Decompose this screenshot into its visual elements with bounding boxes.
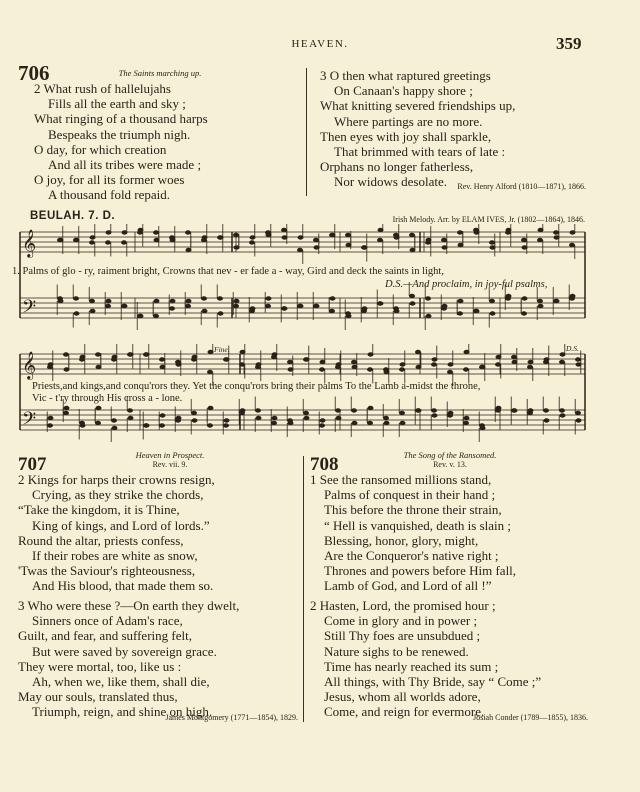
notehead — [336, 416, 342, 420]
notehead — [409, 294, 415, 298]
running-header: HEAVEN. — [291, 38, 349, 50]
ds-marker: D.S. — [566, 344, 579, 353]
verse-line: Blessing, honor, glory, might, — [324, 532, 479, 548]
verse-line: Time has nearly reached its sum ; — [324, 658, 499, 674]
notehead — [410, 301, 416, 305]
verse-line: 1 See the ransomed millions stand, — [310, 472, 492, 487]
notehead — [185, 304, 191, 308]
notehead — [543, 408, 549, 412]
notehead — [394, 309, 400, 313]
notehead — [538, 304, 544, 308]
verse-line: King of kings, and Lord of lords.” — [32, 517, 210, 533]
hymn-number: 706 — [18, 61, 50, 85]
notehead — [74, 311, 80, 315]
notehead — [73, 296, 79, 300]
notehead — [266, 296, 272, 300]
notehead — [426, 314, 432, 318]
notehead — [512, 408, 518, 412]
notehead — [351, 408, 357, 412]
verse-line: A thousand fold repaid. — [48, 187, 171, 203]
notehead — [575, 411, 581, 415]
notehead — [569, 243, 575, 247]
notehead — [431, 408, 437, 412]
notehead — [63, 352, 69, 356]
verse-line: Round the altar, priests confess, — [18, 532, 184, 548]
verse-line: That brimmed with tears of late : — [334, 143, 506, 159]
notehead — [511, 355, 517, 359]
notehead — [48, 416, 54, 420]
notehead — [527, 365, 533, 369]
notehead — [208, 406, 214, 410]
verse-706-2 — [34, 81, 208, 203]
notehead — [223, 423, 229, 427]
notehead — [495, 362, 501, 366]
verse-line: Lamb of God, and Lord of all !” — [324, 578, 492, 594]
notehead — [159, 423, 165, 427]
verse-line: And all its tribes were made ; — [48, 156, 202, 172]
notehead — [192, 418, 198, 422]
notehead — [106, 299, 112, 303]
verse-line: And His blood, that made them so. — [32, 578, 214, 594]
notehead — [287, 360, 293, 364]
notehead — [528, 408, 534, 412]
tune-name: BEULAH. 7. D. — [30, 210, 116, 222]
tune-credit: Irish Melody. Arr. by ELAM IVES, Jr. (1802—1864), 1846. — [392, 215, 585, 224]
notehead — [202, 309, 208, 313]
notehead — [127, 408, 133, 412]
verse-line: O joy, for all its former woes — [34, 172, 185, 188]
lyrics-line-2-alt: Vic - t'ry through His cross a - lone. — [32, 393, 183, 404]
notehead — [559, 360, 565, 364]
notehead — [521, 238, 527, 242]
notehead — [58, 299, 64, 303]
notehead — [425, 296, 431, 300]
notehead — [170, 299, 176, 303]
notehead — [297, 248, 303, 252]
verse-line: 'Twas the Saviour's righteousness, — [18, 563, 196, 579]
notehead — [153, 230, 159, 234]
fine-marker: Fine. — [214, 345, 230, 354]
notehead — [64, 406, 70, 410]
notehead — [271, 421, 277, 425]
verse-line: They were mortal, too, like us : — [18, 658, 182, 674]
notehead — [570, 294, 576, 298]
notehead — [537, 238, 543, 242]
notehead — [399, 411, 405, 415]
notehead — [464, 416, 470, 420]
verse-line: “ Hell is vanquished, death is slain ; — [324, 517, 512, 533]
notehead — [89, 299, 95, 303]
notehead — [489, 299, 495, 303]
notehead — [298, 304, 304, 308]
verse-line: Thrones and powers before Him fall, — [324, 563, 517, 579]
notehead — [153, 314, 159, 318]
notehead — [559, 408, 565, 412]
notehead — [474, 309, 480, 313]
notehead — [186, 299, 192, 303]
verse-line: Then eyes with joy shall sparkle, — [320, 128, 492, 144]
notehead — [218, 311, 224, 315]
notehead — [442, 304, 448, 308]
attribution: James Montgomery (1771—1854), 1829. — [165, 713, 298, 722]
hymn-number: 707 — [18, 454, 47, 475]
notehead — [377, 238, 383, 242]
notehead — [521, 311, 527, 315]
notehead — [544, 418, 550, 422]
verse-line: Crying, as they strike the chords, — [32, 487, 204, 503]
notehead — [480, 426, 486, 430]
notehead — [329, 309, 335, 313]
notehead — [105, 240, 111, 244]
notehead — [335, 408, 341, 412]
notehead — [47, 423, 53, 427]
notehead — [105, 304, 111, 308]
verse-line: Guilt, and fear, and suffering felt, — [18, 628, 192, 644]
verse-line: This before the throne their strain, — [324, 502, 502, 518]
verse-line: What ringing of a thousand harps — [34, 111, 208, 127]
notehead — [553, 230, 559, 234]
hymn-subtitle: The Song of the Ransomed. — [403, 450, 497, 460]
notehead — [319, 423, 325, 427]
verse-line: 3 O then what raptured greetings — [320, 68, 491, 83]
notehead — [288, 421, 294, 425]
notehead — [409, 233, 415, 237]
svg-text:𝄞: 𝄞 — [22, 231, 37, 257]
notehead — [351, 360, 357, 364]
notehead — [256, 416, 262, 420]
notehead — [281, 228, 287, 232]
notehead — [441, 238, 447, 242]
notehead — [490, 311, 496, 315]
lyrics-line-1-ds: D.S.—And proclaim, in joy-ful psalms, — [385, 279, 548, 290]
notehead — [233, 304, 239, 308]
hymn-number: 708 — [310, 454, 339, 475]
verse-line: What knitting severed friendships up, — [320, 98, 516, 114]
notehead — [400, 421, 406, 425]
notehead — [95, 352, 101, 356]
verse-line: Orphans no longer fatherless, — [320, 159, 474, 175]
attribution: Josiah Conder (1789—1855), 1836. — [473, 713, 588, 722]
notehead — [352, 421, 358, 425]
notehead — [255, 408, 261, 412]
verse-line: If their robes are white as snow, — [32, 547, 198, 563]
verse-line: Ah, when we, like them, shall die, — [32, 673, 210, 689]
verse-706-3 — [320, 68, 515, 190]
notehead — [447, 370, 453, 374]
notehead — [159, 357, 165, 361]
notehead — [240, 408, 246, 412]
notehead — [522, 296, 528, 300]
notehead — [185, 230, 191, 234]
notehead — [207, 423, 213, 427]
verse-line: Still Thy foes are unsubdued ; — [324, 628, 481, 644]
notehead — [319, 367, 325, 371]
verse-line: Are the Conqueror's native right ; — [324, 547, 499, 563]
notehead — [272, 416, 278, 420]
notehead — [368, 406, 374, 410]
verse-708-2 — [310, 598, 541, 720]
lyrics-line-2: Priests,and kings,and conqu'rors they. Yet the conqu'rors bring their palms To the Lamb a-midst the throne, — [32, 381, 481, 392]
verse-line: 2 Hasten, Lord, the promised hour ; — [310, 598, 496, 613]
notehead — [224, 418, 230, 422]
notehead — [95, 421, 101, 425]
notehead — [201, 296, 207, 300]
attribution: Rev. Henry Alford (1810—1871), 1866. — [457, 182, 586, 191]
notehead — [207, 370, 213, 374]
verse-line: Come, and reign for evermore. — [324, 704, 485, 720]
verse-707-3 — [18, 598, 239, 720]
notehead — [367, 367, 373, 371]
verse-line: Nature sighs to be renewed. — [324, 643, 469, 659]
verse-line: On Canaan's happy shore ; — [334, 83, 473, 99]
verse-line: Fills all the earth and sky ; — [48, 96, 186, 112]
verse-line: Sinners once of Adam's race, — [32, 613, 183, 629]
hymn-subtitle: The Saints marching up. — [118, 68, 202, 78]
notehead — [448, 411, 454, 415]
notehead — [463, 421, 469, 425]
notehead — [346, 314, 352, 318]
notehead — [249, 240, 255, 244]
notehead — [383, 416, 389, 420]
svg-text:𝄞: 𝄞 — [22, 353, 37, 379]
svg-text:𝄢: 𝄢 — [22, 296, 37, 321]
notehead — [367, 421, 373, 425]
notehead — [575, 357, 581, 361]
column-divider — [303, 456, 304, 722]
notehead — [320, 418, 326, 422]
notehead — [111, 418, 117, 422]
notehead — [537, 299, 543, 303]
scripture-ref: Rev. vii. 9. — [152, 460, 188, 469]
hymn-subtitle: Heaven in Prospect. — [135, 450, 205, 460]
notehead — [121, 240, 127, 244]
notehead — [506, 294, 512, 298]
notehead — [90, 309, 96, 313]
notehead — [63, 411, 69, 415]
notehead — [154, 299, 160, 303]
notehead — [576, 418, 582, 422]
verse-line: Palms of conquest in their hand ; — [324, 487, 496, 503]
notehead — [345, 233, 351, 237]
verse-line: Where partings are no more. — [334, 113, 483, 129]
verse-line: But were saved by sovereign grace. — [32, 643, 217, 659]
notehead — [496, 406, 502, 410]
notehead — [80, 423, 86, 427]
notehead — [304, 416, 310, 420]
notehead — [458, 299, 464, 303]
notehead — [457, 230, 463, 234]
notehead — [234, 299, 240, 303]
notehead — [432, 413, 438, 417]
notehead — [160, 413, 166, 417]
scripture-ref: Rev. v. 13. — [433, 460, 467, 469]
notehead — [217, 296, 223, 300]
column-divider — [306, 68, 307, 196]
notehead — [138, 314, 144, 318]
verse-line: May our souls, translated thus, — [18, 689, 178, 705]
verse-line: 2 What rush of hallelujahs — [34, 81, 171, 96]
notehead — [431, 362, 437, 366]
notehead — [191, 411, 197, 415]
notehead — [169, 306, 175, 310]
notehead — [378, 301, 384, 305]
verse-line: Nor widows desolate. — [334, 174, 448, 190]
notehead — [415, 350, 421, 354]
verse-line: Bespeaks the triumph nigh. — [48, 126, 191, 142]
notehead — [176, 416, 182, 420]
verse-line: Jesus, whom all worlds adore, — [324, 689, 481, 705]
notehead — [416, 408, 422, 412]
notehead — [330, 296, 336, 300]
notehead — [128, 416, 134, 420]
notehead — [554, 299, 560, 303]
notehead — [144, 423, 150, 427]
svg-text:𝄢: 𝄢 — [22, 408, 37, 433]
notehead — [96, 406, 102, 410]
notehead — [489, 240, 495, 244]
notehead — [457, 311, 463, 315]
notehead — [384, 421, 390, 425]
verse-line: Come in glory and in power ; — [324, 613, 478, 629]
notehead — [313, 238, 319, 242]
notehead — [463, 367, 469, 371]
verse-line: 3 Who were these ?—On earth they dwelt, — [18, 598, 240, 613]
page-number: 359 — [556, 34, 582, 53]
notehead — [122, 304, 128, 308]
notehead — [265, 304, 271, 308]
notehead — [89, 240, 95, 244]
notehead — [282, 306, 288, 310]
notehead — [112, 426, 118, 430]
notehead — [399, 367, 405, 371]
verse-line: Triumph, reign, and shine on high. — [32, 704, 213, 720]
notehead — [560, 413, 566, 417]
verse-708-1 — [310, 472, 516, 594]
notehead — [314, 304, 320, 308]
notehead — [362, 306, 368, 310]
verse-line: All things, with Thy Bride, say “ Come ;” — [324, 673, 542, 689]
notehead — [303, 411, 309, 415]
verse-line: “Take the kingdom, it is Thine, — [18, 502, 180, 518]
notehead — [239, 362, 245, 366]
lyrics-line-1: 1. Palms of glo - ry, raiment bright, Crowns that nev - er fade a - way, Gird and deck the saints in light, — [12, 266, 444, 277]
verse-line: 2 Kings for harps their crowns resign, — [18, 472, 215, 487]
notehead — [250, 306, 256, 310]
notehead — [233, 233, 239, 237]
verse-707-2 — [18, 472, 215, 594]
verse-line: O day, for which creation — [34, 141, 167, 157]
